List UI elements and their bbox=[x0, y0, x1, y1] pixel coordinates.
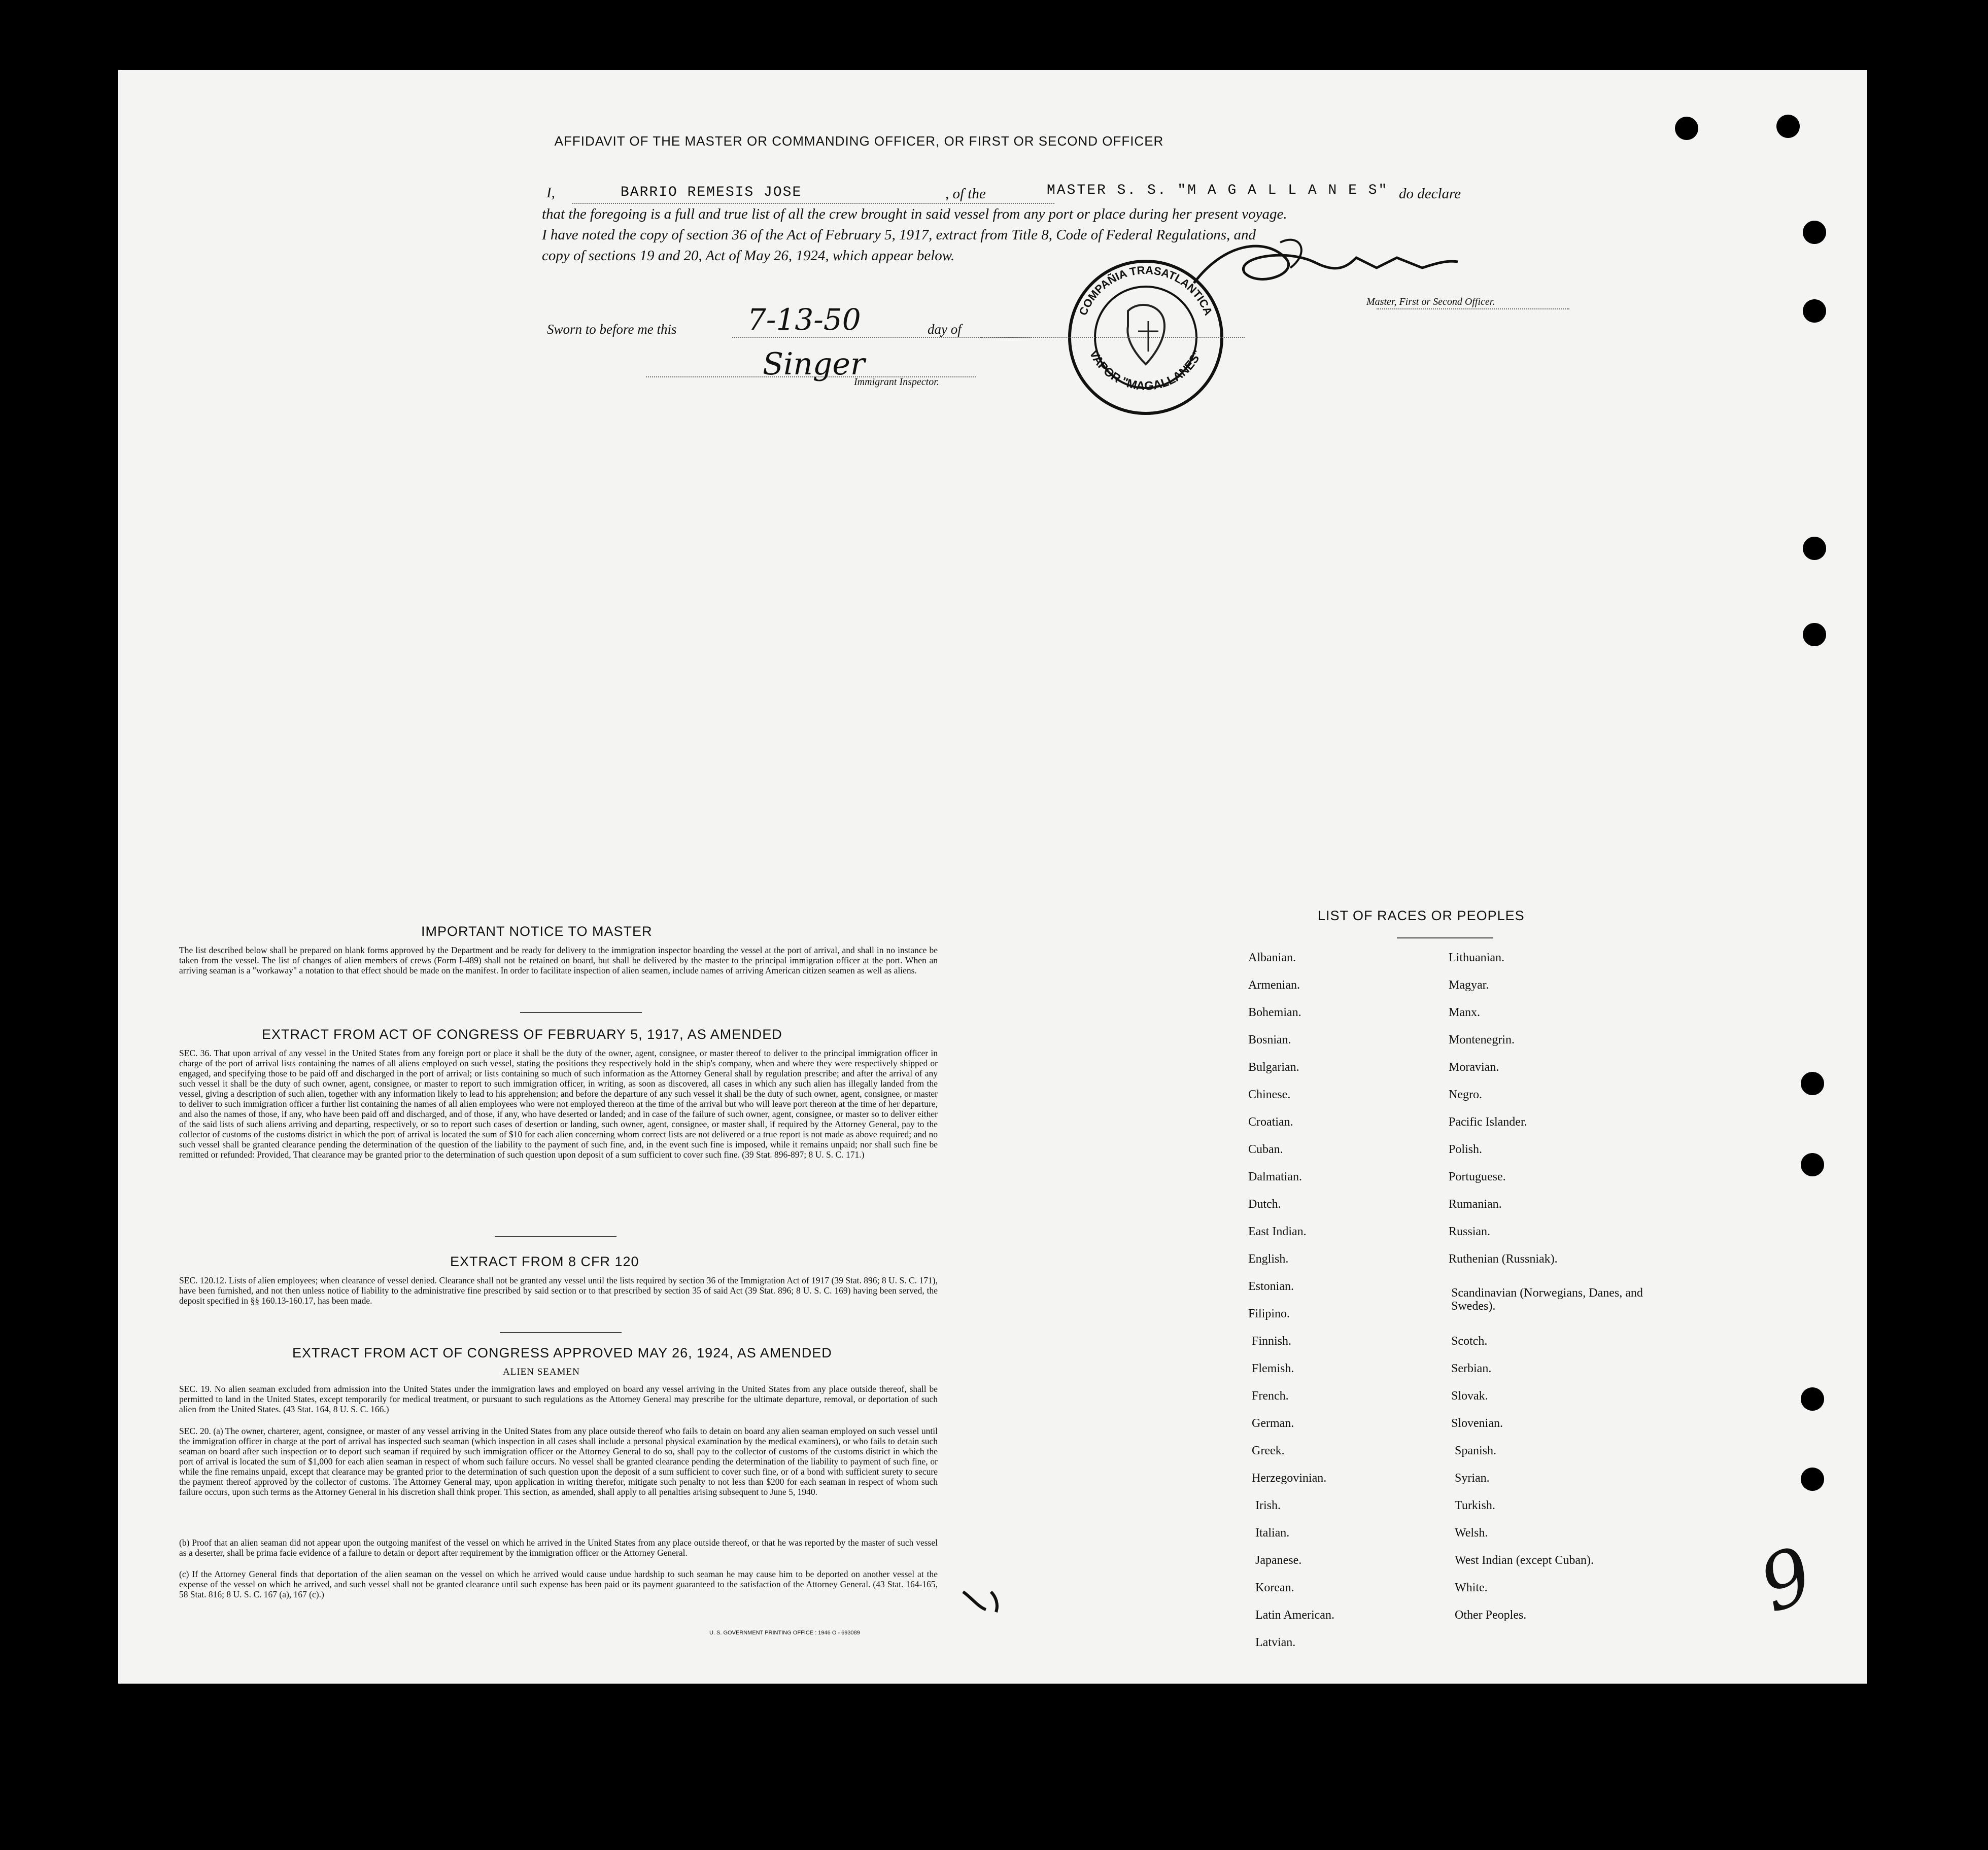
affidavit-line-3: I have noted the copy of section 36 of the Act of February 5, 1917, extract from Title 8, Code of Federal Regulations, and bbox=[542, 227, 1256, 243]
race-left: Italian. bbox=[1255, 1526, 1290, 1540]
race-left: German. bbox=[1252, 1417, 1294, 1430]
affidavit-line-2: that the foregoing is a full and true list of all the crew brought in said vessel from any port or place during her present voyage. bbox=[542, 206, 1287, 222]
race-right: Turkish. bbox=[1455, 1499, 1495, 1512]
race-right: Negro. bbox=[1449, 1088, 1482, 1101]
race-left: Cuban. bbox=[1248, 1143, 1283, 1156]
divider bbox=[1397, 937, 1493, 938]
race-right: Syrian. bbox=[1455, 1472, 1490, 1485]
race-right: Slovak. bbox=[1451, 1389, 1488, 1403]
sec19-body: SEC. 19. No alien seaman excluded from admission into the United States under the immigration laws and employed on board any vessel arriving in the United States from any place outside thereof, shall be permitted to land in the United States, except temporarily for medical treatment, or pursuant to such regulations as the Attorney General may prescribe for the ultimate departure, removal, or deportation of such alien from the United States. (43 Stat. 164, 8 U. S. C. 166.) bbox=[179, 1384, 938, 1414]
sec20b-body: (b) Proof that an alien seaman did not appear upon the outgoing manifest of the vessel on which he arrived in the United States from any place outside thereof, or that he was reported by the master of such vessel as a deserter, shall be prima facie evidence of a failure to detain or deport after requirement by the immigration officer or the Attorney General. bbox=[179, 1538, 938, 1558]
svg-text:COMPAÑIA TRASATLANTICA bbox=[1076, 264, 1215, 318]
sworn-label: Sworn to before me this bbox=[547, 322, 677, 337]
race-left: Korean. bbox=[1255, 1581, 1294, 1594]
race-right: Lithuanian. bbox=[1449, 951, 1504, 964]
margin-mark: 9 bbox=[1749, 1530, 1825, 1630]
race-left: Dutch. bbox=[1248, 1198, 1281, 1211]
race-right: Moravian. bbox=[1449, 1061, 1499, 1074]
race-left: Bosnian. bbox=[1248, 1033, 1291, 1046]
race-right: Other Peoples. bbox=[1455, 1609, 1527, 1622]
inspector-caption: Immigrant Inspector. bbox=[854, 376, 939, 388]
punch-hole bbox=[1803, 299, 1826, 323]
race-left: Finnish. bbox=[1252, 1335, 1292, 1348]
race-left: Bulgarian. bbox=[1248, 1061, 1299, 1074]
race-right: White. bbox=[1455, 1581, 1488, 1594]
affidavit-of-the: , of the bbox=[945, 186, 986, 202]
vessel-name: MASTER S. S. "M A G A L L A N E S" bbox=[1047, 183, 1389, 198]
race-left: Croatian. bbox=[1248, 1115, 1293, 1129]
affidavit-line-4: copy of sections 19 and 20, Act of May 26, 1924, which appear below. bbox=[542, 248, 955, 264]
race-left: Japanese. bbox=[1255, 1554, 1302, 1567]
sec20a-body: SEC. 20. (a) The owner, charterer, agent, consignee, or master of any vessel arriving in the United States from any place outside thereof who fails to detain on board any alien seaman employed on such vessel until the immigration officer in charge at the port of arrival has inspected such seaman (which inspection in all cases shall include a personal physical examination by the medical examiners), or who fails to detain such seaman on board after such inspection or to deport such seaman if required by such immigration officer or the Attorney General to do so, shall pay to the collector of customs of the customs district in which the port of arrival is located the sum of $1,000 for each alien seaman in respect of whom such failure occurs. No vessel shall be granted clearance pending the determination of the liability to payment of such fine, or while the fine remains unpaid, except that clearance may be granted prior to the determination of such question upon the deposit of a sum sufficient to cover such fine, or of a bond with sufficient surety to secure the payment thereof approved by the collector of customs. The Attorney General may, upon application in writing therefor, mitigate such penalty to not less than $200 for each seaman in respect of whom such failure occurs, upon such terms as the Attorney General in his discretion shall think proper. This section, as amended, shall apply to all penalties arising subsequent to June 5, 1940. bbox=[179, 1426, 938, 1497]
race-left: French. bbox=[1252, 1389, 1289, 1403]
race-right: Ruthenian (Russniak). bbox=[1449, 1252, 1558, 1266]
race-right: Montenegrin. bbox=[1449, 1033, 1515, 1046]
punch-hole bbox=[1803, 537, 1826, 560]
document-page bbox=[118, 70, 1867, 1684]
race-left: Armenian. bbox=[1248, 979, 1300, 992]
race-left: Flemish. bbox=[1252, 1362, 1294, 1375]
race-left: Estonian. bbox=[1248, 1280, 1294, 1293]
extract-1917-body: SEC. 36. That upon arrival of any vessel in the United States from any foreign port or place it shall be the duty of the owner, agent, consignee, or master thereof to deliver to the principal immigration officer in charge of the port of arrival lists containing the names of all aliens employed on such vessel, stating the positions they respectively hold in the ship's company, when and where they were respectively shipped or engaged, and specifying those to be paid off and discharged in the port of arrival; or lists containing so much of such information as the Attorney General shall by regulation prescribe; and after the arrival of any such vessel it shall be the duty of such owner, agent, consignee, or master to report to such immigration officer, in writing, as soon as discovered, all cases in which any such alien has illegally landed from the vessel, giving a description of such alien, together with any information likely to lead to his apprehension; and before the departure of any such vessel it shall be the duty of such owner, agent, consignee, or master to deliver to such immigration officer a further list containing the names of all alien employees who were not employed thereon at the time of the arrival but who will leave port thereon at the time of her departure, and also the names of those, if any, who have been paid off and discharged, and of those, if any, who have deserted or landed; and in case of the failure of such owner, agent, consignee, or master so to deliver either of the said lists of such aliens arriving and departing, respectively, or so to report such cases of desertion or landing, such owner, agent, consignee, or master shall, if required by the Attorney General, pay to the collector of customs of the customs district in which the port of arrival is located the sum of $10 for each alien concerning whom correct lists are not delivered or a true report is not made as above required; and no such vessel shall be granted clearance pending the determination of the question of the liability to the payment of such fine, and, in the event such fine is imposed, while it remains unpaid; nor shall such fine be remitted or refunded: Provided, That clearance may be granted prior to the determination of such question upon deposit of a sum sufficient to cover such fine. (39 Stat. 896-897; 8 U. S. C. 171.) bbox=[179, 1048, 938, 1160]
declarant-name: BARRIO REMESIS JOSE bbox=[621, 185, 802, 200]
extract-1924-subtitle: ALIEN SEAMEN bbox=[503, 1367, 580, 1377]
race-right: Scandinavian (Norwegians, Danes, and Swedes). bbox=[1451, 1286, 1643, 1313]
punch-hole bbox=[1776, 115, 1800, 138]
affidavit-do-declare: do declare bbox=[1399, 186, 1461, 202]
stamp-bottom-text: VAPOR "MAGALLANES" bbox=[1086, 347, 1205, 394]
race-right: Manx. bbox=[1449, 1006, 1480, 1019]
extract-1924-title: EXTRACT FROM ACT OF CONGRESS APPROVED MAY 26, 1924, AS AMENDED bbox=[292, 1345, 832, 1360]
divider bbox=[495, 1236, 616, 1237]
extract-1917-title: EXTRACT FROM ACT OF CONGRESS OF FEBRUARY 5, 1917, AS AMENDED bbox=[262, 1027, 782, 1042]
affidavit-title: AFFIDAVIT OF THE MASTER OR COMMANDING OFFICER, OR FIRST OR SECOND OFFICER bbox=[554, 133, 1164, 149]
race-right: Polish. bbox=[1449, 1143, 1483, 1156]
race-right: Welsh. bbox=[1455, 1526, 1488, 1540]
race-right: Spanish. bbox=[1455, 1444, 1497, 1457]
race-left: Irish. bbox=[1255, 1499, 1281, 1512]
stamp-top-text: COMPAÑIA TRASATLANTICA bbox=[1076, 263, 1215, 318]
races-title: LIST OF RACES OR PEOPLES bbox=[1318, 908, 1525, 923]
punch-hole bbox=[1801, 1387, 1824, 1411]
race-left: Bohemian. bbox=[1248, 1006, 1301, 1019]
sec20c-body: (c) If the Attorney General finds that deportation of the alien seaman on the vessel on which he arrived would cause undue hardship to such seaman he may cause him to be deported on another vessel at the expense of the vessel on which he arrived, and such vessel shall not be granted clearance until such expense has been paid or its payment guaranteed to the satisfaction of the Attorney General. (43 Stat. 164-165, 58 Stat. 816; 8 U. S. C. 167 (a), 167 (c).) bbox=[179, 1569, 938, 1599]
race-right: Russian. bbox=[1449, 1225, 1491, 1238]
extract-cfr-title: EXTRACT FROM 8 CFR 120 bbox=[450, 1254, 639, 1269]
punch-hole bbox=[1803, 221, 1826, 244]
divider bbox=[500, 1332, 622, 1333]
inspector-signature: Singer bbox=[763, 346, 865, 382]
race-left: Albanian. bbox=[1248, 951, 1296, 964]
punch-hole bbox=[1801, 1153, 1824, 1176]
race-right: Magyar. bbox=[1449, 979, 1489, 992]
race-left: East Indian. bbox=[1248, 1225, 1307, 1238]
master-caption: Master, First or Second Officer. bbox=[1366, 296, 1495, 307]
pencil-mark bbox=[961, 1587, 1006, 1617]
punch-hole bbox=[1801, 1072, 1824, 1095]
punch-hole bbox=[1675, 117, 1698, 140]
extract-cfr-body: SEC. 120.12. Lists of alien employees; when clearance of vessel denied. Clearance shall not be granted any vessel until the lists required by section 36 of the Immigration Act of 1917 (39 Stat. 896; 8 U. S. C. 171), have been furnished, and not then unless notice of liability to the administrative fine prescribed by said section or to that prescribed by section 35 of said Act (39 Stat. 896; 8 U. S. C. 169) having been served, the deposit specified in §§ 160.13-160.17, has been made. bbox=[179, 1275, 938, 1306]
race-right: Serbian. bbox=[1451, 1362, 1492, 1375]
sworn-date: 7-13-50 bbox=[747, 302, 861, 337]
race-right: Slovenian. bbox=[1451, 1417, 1503, 1430]
race-left: Latvian. bbox=[1255, 1636, 1296, 1649]
race-left: Greek. bbox=[1252, 1444, 1285, 1457]
race-right: Scotch. bbox=[1451, 1335, 1488, 1348]
affidavit-i: I, bbox=[546, 185, 555, 201]
race-left: Dalmatian. bbox=[1248, 1170, 1302, 1183]
race-left: Latin American. bbox=[1255, 1609, 1334, 1622]
punch-hole bbox=[1803, 623, 1826, 646]
race-right: West Indian (except Cuban). bbox=[1455, 1554, 1594, 1567]
race-left: Chinese. bbox=[1248, 1088, 1291, 1101]
race-right: Rumanian. bbox=[1449, 1198, 1502, 1211]
day-of-label: day of bbox=[928, 322, 962, 337]
race-left: English. bbox=[1248, 1252, 1289, 1266]
race-right: Portuguese. bbox=[1449, 1170, 1506, 1183]
svg-text:VAPOR "MAGALLANES" bbox=[1087, 348, 1205, 394]
printer-line: U. S. GOVERNMENT PRINTING OFFICE : 1946 O - 693089 bbox=[709, 1630, 860, 1636]
notice-body: The list described below shall be prepared on blank forms approved by the Department and be ready for delivery to the immigration inspector boarding the vessel at the port of arrival, and shall in no instance be taken from the vessel. The list of changes of alien members of crews (Form I-489) shall not be retained on board, but shall be delivered by the master to the principal immigration officer at the port. When an arriving seaman is a "workaway" a notation to that effect should be made on the manifest. In order to facilitate inspection of alien seamen, include names of arriving American citizen seamen as well as aliens. bbox=[179, 945, 938, 975]
notice-title: IMPORTANT NOTICE TO MASTER bbox=[421, 924, 653, 939]
race-left: Herzegovinian. bbox=[1252, 1472, 1327, 1485]
divider bbox=[520, 1012, 642, 1013]
punch-hole bbox=[1801, 1468, 1824, 1491]
race-left: Filipino. bbox=[1248, 1307, 1290, 1320]
race-right: Pacific Islander. bbox=[1449, 1115, 1527, 1129]
